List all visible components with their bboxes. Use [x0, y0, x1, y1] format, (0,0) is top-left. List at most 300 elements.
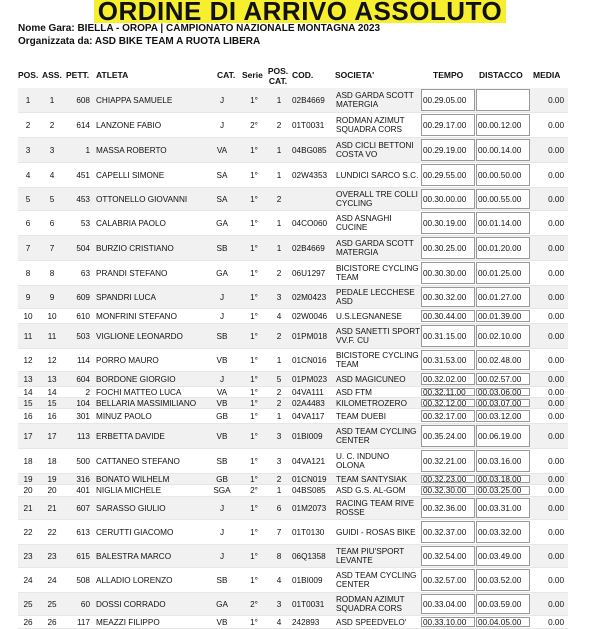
distacco-value: 00.01.20.00 — [478, 243, 522, 253]
race-name: Nome Gara: BIELLA - OROPA | CAMPIONATO NAZIONALE MONTAGNA 2023 — [18, 23, 381, 34]
cell-pos: 23 — [23, 551, 33, 561]
col-societa: SOCIETA' — [335, 70, 375, 80]
page-title: ORDINE DI ARRIVO ASSOLUTO — [94, 0, 506, 23]
cell-cod — [292, 188, 336, 210]
cell-serie: 1° — [250, 551, 258, 561]
cell-atleta: BURZIO CRISTIANO — [96, 243, 174, 253]
cell-serie: 1° — [250, 292, 258, 302]
cell-cod: 04VA111 — [292, 387, 324, 397]
cell-tempo — [421, 262, 475, 284]
cell-cat: VA — [216, 387, 228, 397]
cell-cod: 01T0031 — [292, 599, 325, 609]
col-pett: PETT. — [66, 70, 90, 80]
cell-atleta: DOSSI CORRADO — [96, 599, 166, 609]
cell-poscat: 8 — [276, 551, 282, 561]
cell-poscat: 3 — [276, 456, 282, 466]
cell-distacco — [476, 237, 530, 259]
distacco-value: 00.03.06.00 — [478, 387, 522, 397]
cell-societa: TEAM PIU'SPORT LEVANTE — [336, 547, 405, 565]
cell-poscat: 2 — [276, 194, 282, 204]
cell-serie: 1° — [250, 474, 258, 484]
cell-pos: 21 — [23, 503, 33, 513]
cell-distacco — [476, 486, 530, 495]
cell-poscat: 1 — [276, 243, 282, 253]
table-row — [18, 236, 568, 261]
cell-media: 0.00 — [548, 145, 564, 155]
distacco-value: 00.02.48.00 — [478, 355, 522, 365]
col-cat: CAT. — [217, 70, 236, 80]
cell-distacco — [476, 350, 530, 370]
tempo-value: 00.31.53.00 — [423, 355, 467, 365]
tempo-value: 00.29.17.00 — [423, 120, 467, 130]
tempo-value: 00.30.25.00 — [423, 243, 467, 253]
cell-ass: 22 — [47, 527, 57, 537]
table-row — [18, 616, 568, 629]
cell-pos: 3 — [25, 145, 31, 155]
cell-atleta: LANZONE FABIO — [96, 120, 162, 130]
distacco-value: 00.03.12.00 — [478, 411, 522, 421]
cell-societa: TEAM DUEBI — [336, 411, 387, 421]
col-cod: COD. — [292, 70, 314, 80]
distacco-value: 00.03.52.00 — [478, 575, 522, 585]
table-row — [18, 387, 568, 398]
cell-societa: ASD CICLI BETTONI COSTA VO — [336, 141, 414, 159]
cell-pett: 114 — [76, 355, 90, 365]
table-row — [18, 138, 568, 163]
table-row — [18, 398, 568, 409]
cell-cat: SGA — [213, 486, 231, 495]
table-row — [18, 424, 568, 449]
cell-ass: 13 — [47, 374, 57, 384]
cell-atleta: BALESTRA MARCO — [96, 551, 172, 561]
cell-tempo — [421, 425, 475, 447]
cell-societa: PEDALE LECCHESE ASD — [336, 288, 415, 306]
distacco-value: 00.00.14.00 — [478, 145, 522, 155]
cell-poscat: 2 — [276, 387, 282, 397]
cell-poscat: 3 — [276, 292, 282, 302]
cell-poscat: 1 — [276, 486, 282, 495]
cell-pett: 613 — [76, 527, 90, 537]
cell-ass: 23 — [47, 551, 57, 561]
cell-media: 0.00 — [548, 411, 564, 421]
table-row — [18, 349, 568, 372]
distacco-value: 00.01.25.00 — [478, 268, 522, 278]
cell-poscat: 3 — [276, 431, 282, 441]
cell-societa: KILOMETROZERO — [336, 398, 407, 408]
cell-serie: 1° — [250, 95, 258, 105]
cell-distacco — [476, 310, 530, 322]
table-row — [18, 286, 568, 309]
table-row — [18, 309, 568, 324]
cell-pett: 503 — [76, 331, 90, 341]
cell-cat: GB — [216, 411, 228, 421]
tempo-value: 00.35.24.00 — [423, 431, 467, 441]
cell-distacco — [476, 89, 530, 111]
cell-atleta: BORDONE GIORGIO — [96, 374, 176, 384]
cell-distacco — [476, 373, 530, 385]
cell-poscat: 1 — [276, 218, 282, 228]
cell-cat: SB — [216, 575, 228, 585]
cell-societa: BICISTORE CYCLING TEAM — [336, 264, 419, 282]
cell-atleta: CAPELLI SIMONE — [96, 170, 165, 180]
col-serie: Serie — [242, 70, 263, 80]
cell-cod: 01T0130 — [292, 527, 325, 537]
tempo-value: 00.32.57.00 — [423, 575, 467, 585]
cell-cod: 02B4669 — [292, 95, 325, 105]
cell-atleta: PRANDI STEFANO — [96, 268, 168, 278]
cell-ass: 12 — [47, 355, 57, 365]
cell-media: 0.00 — [548, 218, 564, 228]
cell-pett: 113 — [76, 431, 90, 441]
cell-cat: SA — [216, 170, 228, 180]
cell-societa: LUNDICI SARCO S.C. — [336, 170, 419, 180]
cell-serie: 1° — [250, 617, 258, 627]
cell-media: 0.00 — [548, 617, 564, 627]
cell-pos: 7 — [25, 243, 31, 253]
cell-pett: 117 — [76, 617, 90, 627]
cell-pos: 6 — [25, 218, 31, 228]
cell-tempo — [421, 212, 475, 234]
cell-poscat: 2 — [276, 331, 282, 341]
cell-cat: SA — [216, 194, 228, 204]
cell-serie: 1° — [250, 411, 258, 421]
tempo-value: 00.32.30.00 — [423, 486, 467, 495]
cell-atleta: VIGLIONE LEONARDO — [96, 331, 183, 341]
cell-societa: BICISTORE CYCLING TEAM — [336, 351, 419, 369]
cell-pos: 1 — [25, 95, 31, 105]
cell-cod: 01PM023 — [292, 374, 328, 384]
cell-distacco — [476, 617, 530, 627]
cell-media: 0.00 — [548, 398, 564, 408]
cell-distacco — [476, 388, 530, 396]
cell-pett: 615 — [76, 551, 90, 561]
col-media: MEDIA — [533, 70, 561, 80]
cell-media: 0.00 — [548, 599, 564, 609]
cell-societa: ASD TEAM CYCLING CENTER — [336, 427, 417, 445]
cell-pos: 16 — [23, 411, 33, 421]
cell-distacco — [476, 287, 530, 307]
cell-distacco — [476, 189, 530, 209]
tempo-value: 00.33.10.00 — [423, 617, 467, 627]
table-row — [18, 211, 568, 236]
distacco-value: 00.00.55.00 — [478, 194, 522, 204]
cell-pett: 609 — [76, 292, 90, 302]
cell-serie: 1° — [250, 456, 258, 466]
cell-media: 0.00 — [548, 292, 564, 302]
cell-ass: 8 — [49, 268, 55, 278]
cell-pett: 500 — [76, 456, 90, 466]
cell-media: 0.00 — [548, 355, 564, 365]
cell-pos: 20 — [23, 486, 33, 495]
cell-atleta: CATTANEO STEFANO — [96, 456, 180, 466]
cell-distacco — [476, 450, 530, 472]
cell-cat: SB — [216, 456, 228, 466]
cell-poscat: 2 — [276, 474, 282, 484]
cell-ass: 25 — [47, 599, 57, 609]
cell-pos: 13 — [23, 374, 33, 384]
col-poscat — [266, 66, 290, 86]
cell-media: 0.00 — [548, 170, 564, 180]
table-row — [18, 163, 568, 188]
cell-media: 0.00 — [548, 527, 564, 537]
cell-poscat: 1 — [276, 411, 282, 421]
cell-ass: 7 — [49, 243, 55, 253]
table-row — [18, 497, 568, 520]
cell-atleta: OTTONELLO GIOVANNI — [96, 194, 188, 204]
cell-societa: ASD FTM — [336, 387, 372, 397]
cell-serie: 2° — [250, 120, 258, 130]
cell-distacco — [476, 262, 530, 284]
cell-distacco — [476, 164, 530, 186]
cell-pett: 401 — [76, 486, 90, 495]
cell-distacco — [476, 475, 530, 483]
cell-ass: 10 — [47, 311, 57, 321]
cell-tempo — [421, 237, 475, 259]
cell-cod: 02B4669 — [292, 243, 325, 253]
table-row — [18, 88, 568, 113]
col-poscat-line1: POS. — [267, 66, 289, 76]
cell-pos: 26 — [23, 617, 33, 627]
cell-poscat: 1 — [276, 170, 282, 180]
results-table — [18, 88, 568, 629]
cell-poscat: 5 — [276, 374, 282, 384]
cell-distacco — [476, 569, 530, 591]
cell-societa: ASD SPEEDVELO' — [336, 617, 407, 627]
cell-societa: ASD ASNAGHI CUCINE — [336, 214, 392, 232]
tempo-value: 00.32.37.00 — [423, 527, 467, 537]
cell-distacco — [476, 594, 530, 614]
cell-serie: 1° — [250, 431, 258, 441]
cell-poscat: 1 — [276, 145, 282, 155]
cell-distacco — [476, 546, 530, 566]
cell-cod: 01PM018 — [292, 331, 328, 341]
col-distacco: DISTACCO — [479, 70, 523, 80]
cell-serie: 1° — [250, 243, 258, 253]
cell-distacco — [476, 425, 530, 447]
cell-cod: 242893 — [292, 617, 320, 627]
table-row — [18, 593, 568, 616]
cell-serie: 1° — [250, 387, 258, 397]
cell-cod: 01M2073 — [292, 503, 327, 513]
cell-pett: 453 — [76, 194, 90, 204]
cell-tempo — [421, 310, 475, 322]
tempo-value: 00.29.19.00 — [423, 145, 467, 155]
distacco-value: 00.01.27.00 — [478, 292, 522, 302]
cell-distacco — [476, 399, 530, 407]
cell-cod: 04VA121 — [292, 456, 326, 466]
col-tempo: TEMPO — [433, 70, 464, 80]
cell-serie: 1° — [250, 503, 258, 513]
distacco-value: 00.03.16.00 — [478, 456, 522, 466]
cell-atleta: CHIAPPA SAMUELE — [96, 95, 173, 105]
cell-cat: GA — [216, 268, 228, 278]
cell-societa: GUIDI - ROSAS BIKE — [336, 527, 416, 537]
cell-poscat: 1 — [276, 95, 282, 105]
cell-tempo — [421, 373, 475, 385]
cell-distacco — [476, 212, 530, 234]
cell-cat: GA — [216, 218, 228, 228]
cell-pett: 604 — [76, 374, 90, 384]
cell-societa: ASD SANETTI SPORT VV.F. CU — [336, 327, 420, 345]
cell-serie: 1° — [250, 398, 258, 408]
cell-serie: 1° — [250, 374, 258, 384]
cell-tempo — [421, 388, 475, 396]
cell-cod: 02W4353 — [292, 170, 328, 180]
cell-serie: 2° — [250, 486, 258, 495]
cell-societa: RODMAN AZIMUT SQUADRA CORS — [336, 116, 405, 134]
cell-tempo — [421, 498, 475, 518]
cell-cod: 04BG085 — [292, 145, 327, 155]
cell-ass: 4 — [49, 170, 55, 180]
cell-cat: J — [219, 503, 225, 513]
cell-tempo — [421, 287, 475, 307]
cell-cod: 06U1297 — [292, 268, 326, 278]
cell-tempo — [421, 410, 475, 422]
cell-tempo — [421, 475, 475, 483]
cell-cod: 01CN016 — [292, 355, 327, 365]
cell-atleta: CALABRIA PAOLO — [96, 218, 166, 228]
cell-ass: 3 — [49, 145, 55, 155]
cell-atleta: SPANDRI LUCA — [96, 292, 156, 302]
cell-pos: 18 — [23, 456, 33, 466]
cell-cat: J — [219, 527, 225, 537]
cell-cod: 04BS085 — [292, 486, 326, 495]
cell-ass: 21 — [47, 503, 57, 513]
cell-serie: 1° — [250, 311, 258, 321]
col-pos: POS. — [18, 70, 39, 80]
cell-poscat: 1 — [276, 355, 282, 365]
cell-cod: 01T0031 — [292, 120, 325, 130]
cell-atleta: PORRO MAURO — [96, 355, 159, 365]
cell-cat: J — [219, 120, 225, 130]
distacco-value: 00.03.07.00 — [478, 398, 522, 408]
cell-pos: 14 — [23, 387, 33, 397]
cell-distacco — [476, 410, 530, 422]
cell-pett: 60 — [80, 599, 90, 609]
cell-pos: 9 — [25, 292, 31, 302]
cell-cat: GA — [216, 599, 228, 609]
cell-ass: 1 — [49, 95, 55, 105]
cell-ass: 9 — [49, 292, 55, 302]
cell-serie: 1° — [250, 331, 258, 341]
cell-ass: 16 — [47, 411, 57, 421]
cell-ass: 6 — [49, 218, 55, 228]
cell-pett: 1 — [85, 145, 90, 155]
cell-ass: 15 — [47, 398, 57, 408]
cell-societa: RODMAN AZIMUT SQUADRA CORS — [336, 595, 405, 613]
cell-tempo — [421, 164, 475, 186]
cell-tempo — [421, 617, 475, 627]
cell-media: 0.00 — [548, 374, 564, 384]
cell-poscat: 3 — [276, 599, 282, 609]
cell-ass: 18 — [47, 456, 57, 466]
cell-pos: 22 — [23, 527, 33, 537]
cell-media: 0.00 — [548, 331, 564, 341]
cell-pos: 8 — [25, 268, 31, 278]
cell-atleta: MONFRINI STEFANO — [96, 311, 177, 321]
cell-cod: 02W0046 — [292, 311, 328, 321]
cell-media: 0.00 — [548, 243, 564, 253]
cell-serie: 2° — [250, 599, 258, 609]
cell-media: 0.00 — [548, 456, 564, 466]
cell-tempo — [421, 569, 475, 591]
cell-poscat: 4 — [276, 617, 282, 627]
cell-pett: 2 — [85, 387, 90, 397]
cell-pett: 614 — [76, 120, 90, 130]
cell-tempo — [421, 486, 475, 495]
col-atleta: ATLETA — [96, 70, 129, 80]
tempo-value: 00.33.04.00 — [423, 599, 467, 609]
cell-ass: 26 — [47, 617, 57, 627]
cell-poscat: 2 — [276, 398, 282, 408]
cell-ass: 14 — [47, 387, 57, 397]
cell-cat: VB — [216, 355, 228, 365]
col-ass: ASS. — [42, 70, 62, 80]
cell-ass: 20 — [47, 486, 57, 495]
cell-pett: 504 — [76, 243, 90, 253]
distacco-value: 00.02.10.00 — [478, 331, 522, 341]
cell-tempo — [421, 325, 475, 347]
cell-poscat: 4 — [276, 575, 282, 585]
cell-distacco — [476, 139, 530, 161]
cell-societa: OVERALL TRE COLLI CYCLING — [336, 190, 418, 208]
table-header — [0, 66, 600, 86]
cell-atleta: MINUZ PAOLO — [96, 411, 152, 421]
cell-distacco — [476, 114, 530, 136]
cell-tempo — [421, 189, 475, 209]
distacco-value: 00.01.14.00 — [478, 218, 522, 228]
tempo-value: 00.31.15.00 — [423, 331, 467, 341]
cell-media: 0.00 — [548, 486, 564, 495]
table-row — [18, 520, 568, 545]
cell-media: 0.00 — [548, 120, 564, 130]
cell-media: 0.00 — [548, 95, 564, 105]
cell-cat: J — [219, 292, 225, 302]
cell-cat: VB — [216, 431, 228, 441]
cell-serie: 1° — [250, 268, 258, 278]
cell-cat: SB — [216, 243, 228, 253]
tempo-value: 00.32.36.00 — [423, 503, 467, 513]
cell-ass: 19 — [47, 474, 57, 484]
cell-ass: 17 — [47, 431, 57, 441]
table-row — [18, 188, 568, 211]
cell-media: 0.00 — [548, 503, 564, 513]
distacco-value: 00.00.50.00 — [478, 170, 522, 180]
distacco-value: 00.01.39.00 — [478, 311, 522, 321]
cell-societa: U.S.LEGNANESE — [336, 311, 402, 321]
table-row — [18, 545, 568, 568]
distacco-value: 00.03.49.00 — [478, 551, 522, 561]
cell-cod: 04CO060 — [292, 218, 328, 228]
cell-media: 0.00 — [548, 431, 564, 441]
cell-tempo — [421, 89, 475, 111]
cell-atleta: ERBETTA DAVIDE — [96, 431, 165, 441]
cell-atleta: NIGLIA MICHELE — [96, 486, 162, 495]
cell-ass: 11 — [47, 331, 57, 341]
cell-serie: 1° — [250, 575, 258, 585]
cell-distacco — [476, 498, 530, 518]
cell-serie: 1° — [250, 145, 258, 155]
cell-atleta: CERUTTI GIACOMO — [96, 527, 174, 537]
cell-tempo — [421, 546, 475, 566]
cell-cod: 01BI009 — [292, 575, 323, 585]
tempo-value: 00.29.05.00 — [423, 95, 467, 105]
cell-ass: 2 — [49, 120, 55, 130]
cell-societa: ASD GARDA SCOTT MATERGIA — [336, 239, 414, 257]
tempo-value: 00.30.00.00 — [423, 194, 467, 204]
cell-pett: 607 — [76, 503, 90, 513]
tempo-value: 00.32.02.00 — [423, 374, 467, 384]
